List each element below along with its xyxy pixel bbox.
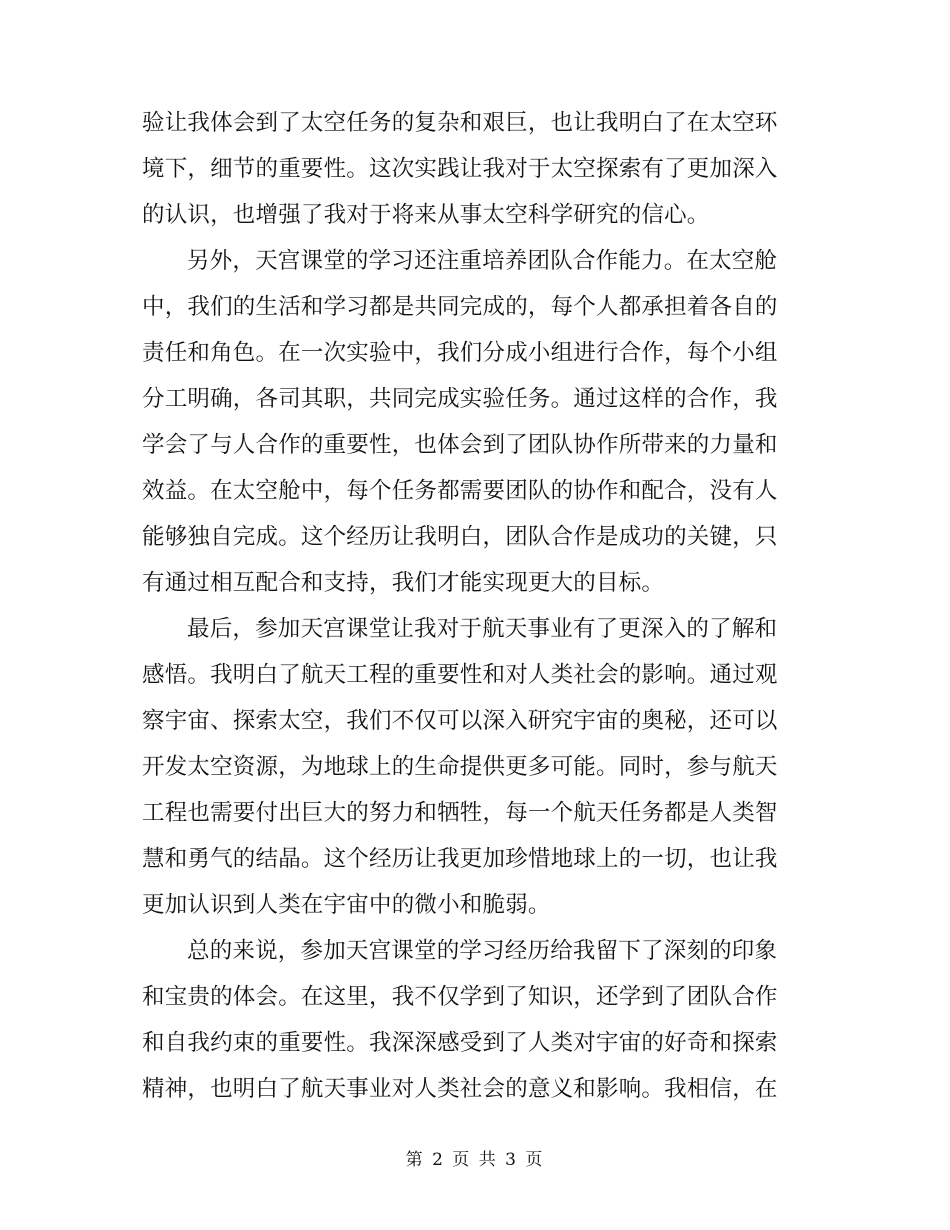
text-line: 中，我们的生活和学习都是共同完成的，每个人都承担着各自的: [142, 294, 778, 320]
text-line: 和自我约束的重要性。我深深感受到了人类对宇宙的好奇和探索: [142, 1030, 778, 1056]
text-line: 更加认识到人类在宇宙中的微小和脆弱。: [142, 892, 551, 918]
text-line: 总的来说，参加天宫课堂的学习经历给我留下了深刻的印象: [187, 938, 778, 964]
text-line: 分工明确，各司其职，共同完成实验任务。通过这样的合作，我: [142, 386, 778, 412]
page-footer: 第 2 页 共 3 页: [405, 1150, 545, 1170]
text-line: 学会了与人合作的重要性，也体会到了团队协作所带来的力量和: [142, 432, 778, 458]
text-line: 责任和角色。在一次实验中，我们分成小组进行合作，每个小组: [142, 340, 778, 366]
text-line: 慧和勇气的结晶。这个经历让我更加珍惜地球上的一切，也让我: [142, 846, 778, 872]
text-line: 工程也需要付出巨大的努力和牺牲，每一个航天任务都是人类智: [142, 800, 778, 826]
text-line: 有通过相互配合和支持，我们才能实现更大的目标。: [142, 570, 665, 596]
text-line: 和宝贵的体会。在这里，我不仅学到了知识，还学到了团队合作: [142, 984, 778, 1010]
text-line: 察宇宙、探索太空，我们不仅可以深入研究宇宙的奥秘，还可以: [142, 708, 778, 734]
text-line: 最后，参加天宫课堂让我对于航天事业有了更深入的了解和: [187, 616, 778, 642]
text-line: 能够独自完成。这个经历让我明白，团队合作是成功的关键，只: [142, 524, 778, 550]
text-line: 境下，细节的重要性。这次实践让我对于太空探索有了更加深入: [142, 156, 778, 182]
text-line: 效益。在太空舱中，每个任务都需要团队的协作和配合，没有人: [142, 478, 778, 504]
text-line: 的认识，也增强了我对于将来从事太空科学研究的信心。: [142, 202, 710, 228]
text-line: 精神，也明白了航天事业对人类社会的意义和影响。我相信，在: [142, 1076, 778, 1102]
text-line: 验让我体会到了太空任务的复杂和艰巨，也让我明白了在太空环: [142, 110, 778, 136]
document-body: [142, 100, 802, 1112]
text-line: 另外，天宫课堂的学习还注重培养团队合作能力。在太空舱: [187, 248, 778, 274]
text-line: 感悟。我明白了航天工程的重要性和对人类社会的影响。通过观: [142, 662, 778, 688]
text-line: 开发太空资源，为地球上的生命提供更多可能。同时，参与航天: [142, 754, 778, 780]
